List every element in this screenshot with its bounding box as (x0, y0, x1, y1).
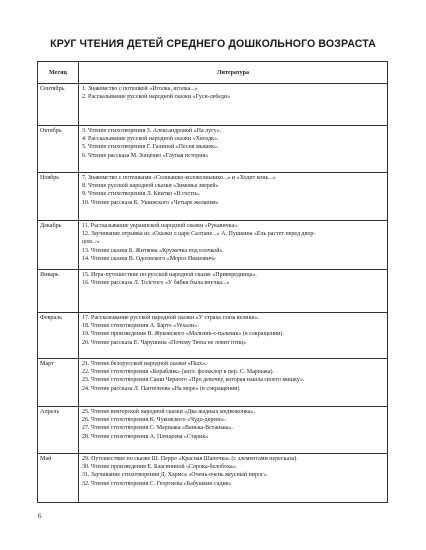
literature-cell (79, 221, 388, 270)
table-row (38, 270, 388, 313)
reading-item: 7. Знакомство с потешками «Солнышко-колоколнышко...» и «Ходит конь...» (82, 175, 276, 181)
reading-item: 16. Чтение рассказа Л. Толстого «У бабки была внучка...» (82, 280, 230, 287)
month-cell: Сентябрь (38, 84, 79, 126)
reading-item: 8. Чтение русской народной сказки «Зимовье зверей» (82, 183, 219, 190)
reading-item: цом...» (82, 239, 100, 246)
literature-cell (79, 407, 388, 454)
reading-item: 30. Чтение произведения Е. Благининой «Сорока-белобока». (82, 464, 238, 471)
table-header-row (38, 62, 388, 84)
month-cell: Декабрь (38, 221, 79, 270)
literature-cell (79, 313, 388, 359)
literature-cell (79, 126, 388, 173)
table-row (38, 173, 388, 221)
table-row (38, 454, 388, 503)
reading-item: 26. Чтение стихотворения К. Чуковского «Чудо-дерево». (82, 417, 227, 424)
table-row (38, 126, 388, 173)
reading-item: 27. Чтение стихотворения С. Маршака «Ванька-Встанька». (82, 425, 234, 432)
reading-table (37, 61, 388, 503)
reading-item: 15. Игра-путешествие по русской народной сказке «Привередница». (82, 272, 257, 278)
reading-item: 11. Рассказывание украинской народной сказки «Рукавичка». (82, 223, 239, 229)
literature-cell (79, 270, 388, 313)
reading-item: 12. Заучивание отрывка из «Сказки о царе Салтане...» А. Пушкина «Ель растет перед двор- (82, 231, 316, 238)
reading-item: 14. Чтение сказки В. Одоевского «Мороз Иванович» (82, 255, 216, 262)
literature-cell (79, 359, 388, 407)
reading-item: 25. Чтение венгерской народной сказки «Два жадных медвежонка». (82, 409, 255, 415)
month-cell: Ноябрь (38, 173, 79, 221)
page-number: 6 (38, 512, 42, 520)
header-month: Месяц (38, 62, 79, 84)
reading-item: 28. Чтение стихотворения А. Плещеева «Старик» (82, 433, 209, 440)
reading-item: 20. Чтение рассказа Е. Чарушина «Почему Тюпа не ловит птиц» (82, 339, 247, 346)
header-literature: Литература (79, 62, 388, 84)
table-row (38, 84, 388, 126)
month-cell: Май (38, 454, 79, 503)
reading-item: 9. Чтение стихотворения Л. Квитко «В гости». (82, 191, 201, 198)
reading-item: 4. Рассказывание русской народной сказки «Хвоздк». (82, 136, 219, 143)
reading-item: 17. Рассказывание русской народной сказки «У страха глаза велики». (82, 315, 260, 321)
page-title: КРУГ ЧТЕНИЯ ДЕТЕЙ СРЕДНЕГО ДОШКОЛЬНОГО ВОЗРАСТА (50, 38, 376, 50)
reading-item: 23. Чтение стихотворения Саши Черного «Про девочку, которая нашла своего мишку». (82, 377, 305, 384)
table-row (38, 407, 388, 454)
reading-item: 6. Чтение рассказа М. Зощенко «Глупая история» (82, 152, 209, 159)
reading-item: 1. Знакомство с потешкой «Иголка, иголка...» (82, 86, 198, 92)
reading-item: 3. Чтение стихотворения З. Александровой «На лугу». (82, 128, 222, 134)
month-cell: Октябрь (38, 126, 79, 173)
reading-item: 13. Чтение сказки Б. Житкова «Кружечка под елочкой». (82, 247, 224, 254)
reading-item: 2. Рассказывание русской народной сказки «Гуси-лебеди» (82, 94, 231, 101)
table-row (38, 359, 388, 407)
month-cell: Февраль (38, 313, 79, 359)
reading-item: 19. Чтение произведения В. Жуковского «Мальчик-с-пальчик» (в сокращении). (82, 331, 284, 338)
reading-item: 29. Путешествие по сказке Ш. Перро «Красная Шапочка» (с элементами пересказа). (82, 456, 298, 462)
reading-item: 31. Заучивание стихотворения Д. Хармса «Очень-очень вкусный пирог». (82, 472, 268, 479)
reading-item: 18. Чтение стихотворения А. Барто «Уехали». (82, 323, 199, 330)
reading-item: 32. Чтение стихотворения С. Георгиева «Бабушкин садик» (82, 480, 232, 487)
reading-item: 5. Чтение стихотворения Г. Галиной «Песня мышек». (82, 144, 219, 151)
reading-item: 10. Чтение рассказа К. Ушинского «Четыре желания» (82, 199, 219, 206)
month-cell: Январь (38, 270, 79, 313)
table-row (38, 313, 388, 359)
month-cell: Март (38, 359, 79, 407)
literature-cell (79, 454, 388, 503)
literature-cell (79, 84, 388, 126)
reading-item: 21. Чтение белорусской народной сказки «Пых». (82, 361, 207, 367)
month-cell: Апрель (38, 407, 79, 454)
reading-item: 24. Чтение рассказа Л. Пантелеева «На море» (в сокращении) (82, 385, 240, 392)
literature-cell (79, 173, 388, 221)
table-row (38, 221, 388, 270)
reading-item: 22. Чтение стихотворения «Кораблик» (англ. фольклор в пер. С. Маршака). (82, 369, 275, 376)
